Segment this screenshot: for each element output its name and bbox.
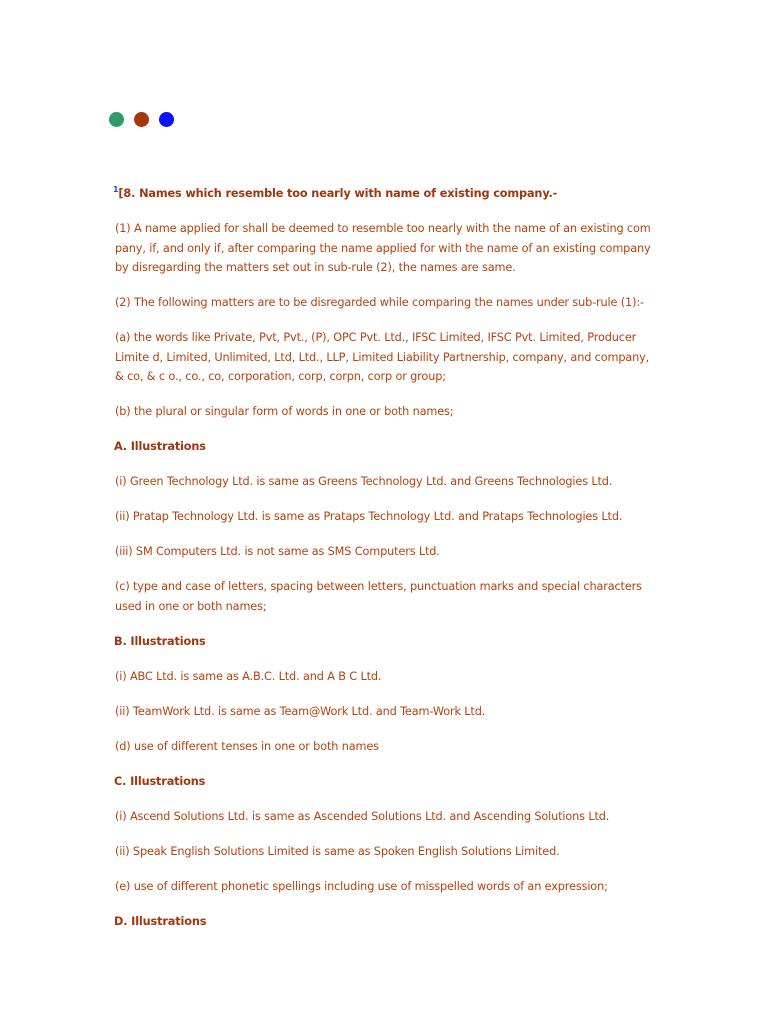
paragraph-6: (d) use of different tenses in one or both names: [115, 739, 379, 753]
paragraph-4: (b) the plural or singular form of words in one or both names;: [115, 405, 454, 418]
illustrations-c-title: C. Illustrations: [114, 774, 206, 788]
illustration-b1: (i) ABC Ltd. is same as A.B.C. Ltd. and A B C Ltd.: [115, 669, 382, 683]
paragraph-3: (a) the words like Private, Pvt, Pvt., (P), OPC Pvt. Ltd., IFSC Limited, IFSC Pvt. Limited, Producer Limite d, Limited, Unlimited, Ltd, Ltd., LLP, Limited Liability Partnership, company, and company, & co, & c o., co., co, corporation, corp, corpn, corp or group;: [115, 331, 650, 383]
window-dots: [109, 112, 174, 127]
illustration-a3: (iii) SM Computers Ltd. is not same as SMS Computers Ltd.: [115, 545, 440, 558]
footnote-marker[interactable]: 1: [113, 185, 119, 195]
illustrations-d-title: D. Illustrations: [114, 914, 207, 928]
illustration-c1: (i) Ascend Solutions Ltd. is same as Ascended Solutions Ltd. and Ascending Solutions Ltd.: [115, 809, 610, 823]
paragraph-7: (e) use of different phonetic spellings including use of misspelled words of an expression;: [115, 879, 608, 893]
illustration-b2: (ii) TeamWork Ltd. is same as Team@Work Ltd. and Team-Work Ltd.: [115, 704, 486, 718]
green-dot-icon: [109, 112, 124, 127]
illustrations-a-title: A. Illustrations: [114, 440, 206, 453]
paragraph-5: (c) type and case of letters, spacing between letters, punctuation marks and special characters used in one or both names;: [115, 580, 642, 613]
heading-text: [8. Names which resemble too nearly with name of existing company.-: [118, 187, 558, 200]
illustrations-b-title: B. Illustrations: [114, 634, 206, 648]
illustration-c2: (ii) Speak English Solutions Limited is same as Spoken English Solutions Limited.: [115, 844, 560, 858]
blue-dot-icon: [159, 112, 174, 127]
section-heading: [109, 184, 661, 204]
paragraph-2: (2) The following matters are to be disregarded while comparing the names under sub-rule (1):-: [115, 296, 644, 309]
document-body: [109, 184, 661, 947]
illustration-a1: (i) Green Technology Ltd. is same as Greens Technology Ltd. and Greens Technologies Ltd.: [115, 475, 613, 488]
paragraph-1: (1) A name applied for shall be deemed to resemble too nearly with the name of an existing com pany, if, and only if, after comparing the name applied for with the name of an existing company by disregarding the matters set out in sub-rule (2), the names are same.: [115, 222, 651, 274]
brown-dot-icon: [134, 112, 149, 127]
illustration-a2: (ii) Pratap Technology Ltd. is same as Prataps Technology Ltd. and Prataps Technologies Ltd.: [115, 510, 623, 523]
